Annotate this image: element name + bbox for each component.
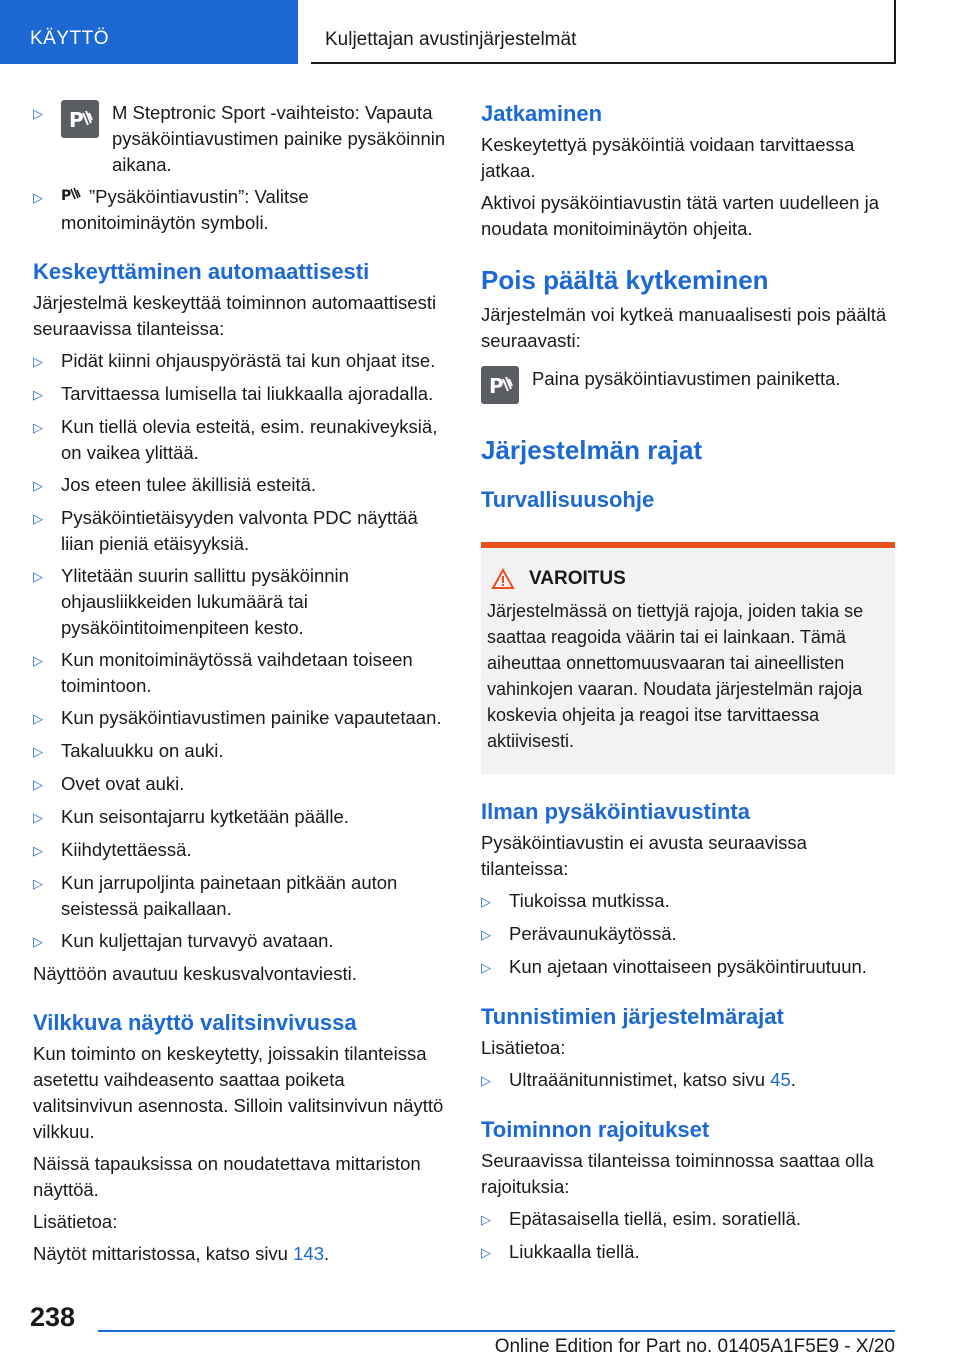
- bullet-triangle-icon: ▷: [33, 420, 43, 435]
- warning-title-text: VAROITUS: [529, 568, 626, 589]
- list-item: [33, 348, 447, 375]
- reference-text: Ultraäänitunnistimet, katso sivu: [509, 1069, 771, 1090]
- svg-text:P: P: [489, 374, 504, 398]
- bullet-triangle-icon: ▷: [481, 1245, 491, 1260]
- list-item: [481, 1239, 895, 1266]
- bullet-triangle-icon: ▷: [33, 478, 43, 493]
- bullet-triangle-icon: ▷: [33, 777, 43, 792]
- bullet-triangle-icon: ▷: [33, 387, 43, 402]
- paragraph: Kun toiminto on keskeytetty, joissakin tilanteissa asetettu vaihdeasento saattaa poiketa valitsinvivun asennosta. Silloin valitsinvivun näyttö vilkkuu.: [33, 1043, 444, 1142]
- footer-divider: [98, 1330, 895, 1332]
- paragraph: Seuraavissa tilanteissa toiminnossa saattaa olla rajoituksia:: [481, 1150, 874, 1197]
- bullet-triangle-icon: ▷: [33, 711, 43, 726]
- reference-text: Näytöt mittaristossa, katso sivu: [33, 1243, 294, 1264]
- list-item-text: Ovet ovat auki.: [61, 773, 185, 794]
- list-item-text: Perävaunukäytössä.: [509, 923, 677, 944]
- bullet-triangle-icon: ▷: [33, 569, 43, 584]
- function-limits-list: [481, 1206, 895, 1266]
- list-item: [33, 647, 447, 699]
- warning-text: Järjestelmässä on tiettyjä rajoja, joiden takia se saattaa reagoida väärin tai ei lainkaan. Tämä aiheuttaa onnettomuusvaaran tai aineellisten vahinkojen vaaran. Noudata järjestelmän rajoja koskevia ohjeita ja reagoi itse tarvittaessa aktiivisesti.: [487, 601, 864, 751]
- parking-assistant-button-icon: [481, 366, 519, 404]
- bullet-text: M Steptronic Sport -vaihteisto: Vapauta pysäköintiavustimen painike pysäköinnin aikana.: [112, 102, 446, 175]
- footer-edition: Online Edition for Part no. 01405A1F5E9 - X/20: [494, 1336, 895, 1357]
- parking-assistant-symbol-icon: [61, 185, 83, 205]
- list-item-text: Kun jarrupoljinta painetaan pitkään auton seistessä paikallaan.: [61, 872, 398, 919]
- bullet-triangle-icon: ▷: [33, 190, 43, 205]
- paragraph: Aktivoi pysäköintiavustin tätä varten uudelleen ja noudata monitoiminäytön ohjeita.: [481, 192, 879, 239]
- step-text: Paina pysäköintiavustimen painiketta.: [532, 368, 841, 389]
- right-column: [481, 100, 895, 1272]
- svg-text:P: P: [61, 188, 72, 204]
- section-heading-limits: Järjestelmän rajat: [481, 435, 703, 465]
- list-item-text: Pidät kiinni ohjauspyörästä tai kun ohjaat itse.: [61, 350, 436, 371]
- page-reference: [33, 1241, 447, 1267]
- warning-box: [481, 542, 895, 774]
- bullet-text: ”Pysäköintiavustin”: Valitse monitoiminäytön symboli.: [61, 186, 309, 233]
- chapter-title: KÄYTTÖ: [30, 28, 110, 49]
- section-heading-auto-stop: Keskeyttäminen automaattisesti: [33, 259, 370, 284]
- section-heading-safety: Turvallisuusohje: [481, 487, 655, 512]
- paragraph: Keskeytettyä pysäköintiä voidaan tarvittaessa jatkaa.: [481, 134, 855, 181]
- warning-title: [487, 566, 887, 592]
- list-item-text: Takaluukku on auki.: [61, 740, 224, 761]
- paragraph: Näyttöön avautuu keskusvalvontaviesti.: [33, 963, 357, 984]
- paragraph: Lisätietoa:: [481, 1037, 566, 1058]
- svg-text:P: P: [69, 108, 84, 132]
- list-item-text: Kun seisontajarru kytketään päälle.: [61, 806, 349, 827]
- auto-stop-list: [33, 348, 447, 955]
- list-item: [481, 1067, 895, 1094]
- list-item-text: Kun monitoiminäytössä vaihdetaan toiseen toimintoon.: [61, 649, 413, 696]
- list-item: [33, 472, 447, 499]
- bullet-triangle-icon: ▷: [33, 876, 43, 891]
- list-item-text: Jos eteen tulee äkillisiä esteitä.: [61, 474, 317, 495]
- bullet-triangle-icon: ▷: [33, 354, 43, 369]
- list-item: [481, 954, 895, 981]
- reference-end: .: [790, 1069, 796, 1090]
- list-item: [481, 921, 895, 948]
- bullet-triangle-icon: ▷: [33, 511, 43, 526]
- list-item: [33, 870, 447, 922]
- section-heading-switch-off: Pois päältä kytkeminen: [481, 265, 769, 295]
- list-item: [33, 928, 447, 955]
- list-item: [33, 563, 447, 641]
- list-item-text: Kiihdytettäessä.: [61, 839, 192, 860]
- list-item: [33, 505, 447, 557]
- page-link-45[interactable]: 45: [770, 1069, 791, 1090]
- list-item: [481, 1206, 895, 1233]
- paragraph: Lisätietoa:: [33, 1211, 118, 1232]
- bullet-triangle-icon: ▷: [33, 106, 43, 121]
- list-item: [481, 888, 895, 915]
- list-item: [33, 771, 447, 798]
- section-heading-sensor: Tunnistimien järjestelmärajat: [481, 1004, 784, 1029]
- bullet-triangle-icon: ▷: [481, 1073, 491, 1088]
- list-item: [33, 414, 447, 466]
- bullet-triangle-icon: ▷: [481, 894, 491, 909]
- list-item-text: Kun tiellä olevia esteitä, esim. reunakiveyksiä, on vaikea ylittää.: [61, 416, 438, 463]
- list-item: [33, 184, 447, 236]
- list-item-text: Pysäköintietäisyyden valvonta PDC näyttää liian pieniä etäisyyksiä.: [61, 507, 418, 554]
- paragraph: Järjestelmän voi kytkeä manuaalisesti pois päältä seuraavasti:: [481, 304, 887, 351]
- bullet-triangle-icon: ▷: [33, 810, 43, 825]
- list-item: [33, 100, 447, 178]
- list-item-text: Kun ajetaan vinottaiseen pysäköintiruutuun.: [509, 956, 867, 977]
- bullet-triangle-icon: ▷: [33, 653, 43, 668]
- page-link-143[interactable]: 143: [293, 1243, 324, 1264]
- list-item-text: Liukkaalla tiellä.: [509, 1241, 640, 1262]
- list-item-text: Tiukoissa mutkissa.: [509, 890, 670, 911]
- left-column: [33, 100, 447, 1273]
- warning-triangle-icon: [491, 568, 515, 590]
- list-item: [33, 837, 447, 864]
- section-header: [311, 0, 896, 64]
- section-heading-function-limits: Toiminnon rajoitukset: [481, 1117, 710, 1142]
- list-item-text: Tarvittaessa lumisella tai liukkaalla ajoradalla.: [61, 383, 434, 404]
- paragraph: Pysäköintiavustin ei avusta seuraavissa tilanteissa:: [481, 832, 807, 879]
- section-heading-continue: Jatkaminen: [481, 101, 603, 126]
- parking-assistant-button-icon: [61, 100, 99, 138]
- paragraph: Näissä tapauksissa on noudatettava mittariston näyttöä.: [33, 1153, 421, 1200]
- list-item-text: Epätasaisella tiellä, esim. soratiellä.: [509, 1208, 802, 1229]
- section-heading-without: Ilman pysäköintiavustinta: [481, 799, 750, 824]
- bullet-triangle-icon: ▷: [33, 934, 43, 949]
- bullet-triangle-icon: ▷: [481, 960, 491, 975]
- list-item-text: Ylitetään suurin sallittu pysäköinnin ohjausliikkeiden lukumäärä tai pysäköintitoimenpiteen kesto.: [61, 565, 349, 638]
- list-item: [33, 381, 447, 408]
- list-item: [33, 738, 447, 765]
- chapter-tab: [0, 0, 298, 64]
- list-item: [33, 705, 447, 732]
- list-item-text: Kun kuljettajan turvavyö avataan.: [61, 930, 334, 951]
- paragraph: Järjestelmä keskeyttää toiminnon automaattisesti seuraavissa tilanteissa:: [33, 292, 437, 339]
- bullet-triangle-icon: ▷: [33, 843, 43, 858]
- page-number: 238: [30, 1302, 76, 1332]
- section-heading-blink: Vilkkuva näyttö valitsinvivussa: [33, 1010, 357, 1035]
- without-list: [481, 888, 895, 981]
- section-title: Kuljettajan avustinjärjestelmät: [325, 29, 577, 50]
- reference-end: .: [324, 1243, 330, 1264]
- bullet-triangle-icon: ▷: [481, 1212, 491, 1227]
- switch-off-step: [481, 366, 895, 404]
- list-item-text: Kun pysäköintiavustimen painike vapautetaan.: [61, 707, 442, 728]
- bullet-triangle-icon: ▷: [481, 927, 491, 942]
- bullet-triangle-icon: ▷: [33, 744, 43, 759]
- list-item: [33, 804, 447, 831]
